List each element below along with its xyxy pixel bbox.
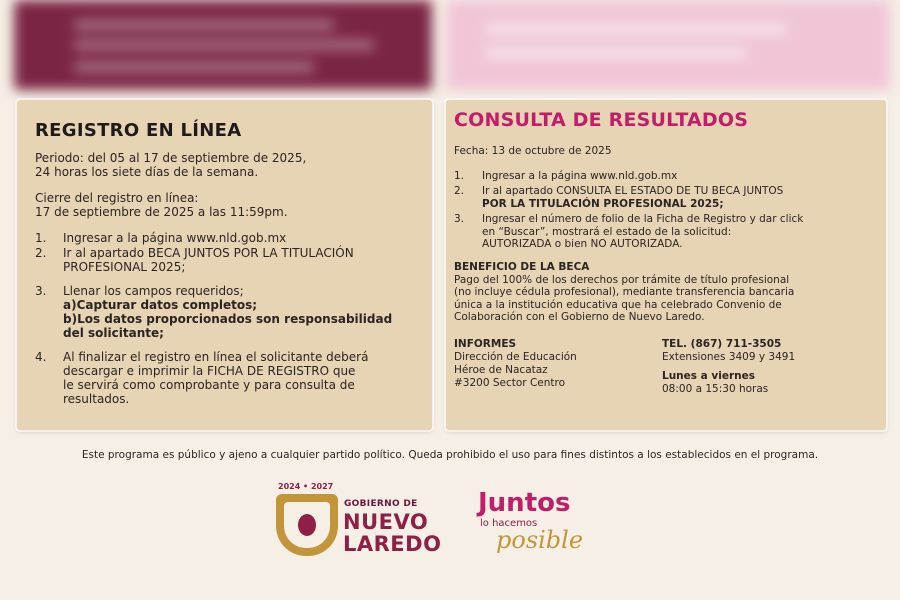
logo-gobierno-text: GOBIERNO DE — [344, 499, 418, 509]
disclaimer-text: Este programa es público y ajeno a cualquier partido político. Queda prohibido el uso para fines distintos a los establecidos en el programa. — [81, 449, 819, 461]
beneficio-line: (no incluye cédula profesional), mediante transferencia bancaria — [454, 286, 795, 298]
step-line: en “Buscar”, mostrará el estado de la solicitud: — [482, 225, 732, 238]
address-line: Héroe de Nacataz — [454, 363, 548, 376]
juntos-logo — [478, 488, 598, 558]
shield-icon — [276, 494, 338, 556]
beneficio-line: única a la institución educativa que ha celebrado Convenio de — [454, 298, 782, 311]
consulta-card — [446, 100, 886, 430]
step-number: 2. — [35, 246, 47, 260]
cierre-text — [35, 191, 416, 219]
step-line: le servirá como comprobante y para consulta de — [63, 378, 355, 392]
list-item — [454, 213, 876, 251]
informes-title: INFORMES — [454, 337, 517, 350]
step-number: 1. — [35, 231, 47, 245]
logo-posible-text: posible — [496, 526, 584, 554]
cierre-line: 17 de septiembre de 2025 a las 11:59pm. — [35, 205, 288, 219]
informes-address — [454, 338, 662, 396]
phone-number: TEL. (867) 711-3505 — [662, 337, 782, 350]
step-line: resultados. — [63, 392, 130, 406]
top-banner-left — [14, 0, 432, 90]
step-line: PROFESIONAL 2025; — [63, 260, 186, 274]
step-text — [482, 213, 876, 251]
consulta-steps — [454, 170, 876, 251]
informes-contact — [662, 338, 876, 396]
office-hours: 08:00 a 15:30 horas — [662, 382, 769, 395]
step-line: AUTORIZADA o bien NO AUTORIZADA. — [482, 238, 683, 250]
address-line: #3200 Sector Centro — [454, 376, 566, 389]
beneficio-title: BENEFICIO DE LA BECA — [454, 260, 590, 273]
list-item — [35, 350, 416, 406]
step-text — [63, 231, 416, 245]
blurred-text — [486, 48, 746, 58]
step-number: 2. — [454, 185, 465, 197]
step-text — [63, 246, 416, 274]
periodo-text — [35, 151, 416, 179]
step-text — [482, 185, 876, 210]
address-line: Dirección de Educación — [454, 350, 577, 363]
periodo-line: 24 horas los siete días de la semana. — [35, 165, 259, 179]
step-line: Ir al apartado CONSULTA EL ESTADO DE TU BECA JUNTOS — [482, 185, 784, 197]
step-line: b)Los datos proporcionados son responsabilidad — [63, 312, 393, 326]
office-days: Lunes a viernes — [662, 369, 755, 382]
step-line: a)Capturar datos completos; — [63, 298, 258, 312]
blurred-text — [486, 24, 786, 34]
step-line: descargar e imprimir la FICHA DE REGISTRO que — [63, 364, 356, 378]
top-banner-right — [446, 0, 890, 90]
step-line: Ingresar a la página www.nld.gob.mx — [63, 231, 287, 245]
step-line: Ingresar el número de folio de la Ficha de Registro y dar click — [482, 213, 804, 225]
gobierno-nuevo-laredo-logo — [276, 482, 456, 566]
logo-nuevo-text: NUEVO — [343, 510, 429, 534]
beneficio-line: Pago del 100% de los derechos por trámite de título profesional — [454, 273, 790, 286]
step-number: 3. — [35, 284, 47, 298]
periodo-line: Periodo: del 05 al 17 de septiembre de 2025, — [35, 151, 307, 165]
step-line: Al finalizar el registro en línea el solicitante deberá — [63, 350, 369, 364]
registro-card — [17, 100, 432, 430]
list-item — [35, 284, 416, 340]
blurred-text — [74, 40, 374, 50]
registro-title: REGISTRO EN LÍNEA — [35, 120, 242, 141]
beneficio-text — [454, 274, 876, 324]
step-number: 3. — [454, 213, 465, 225]
beneficio-line: Colaboración con el Gobierno de Nuevo Laredo. — [454, 311, 705, 323]
logo-hacemos-text: lo hacemos — [480, 518, 538, 529]
logo-laredo-text: LAREDO — [343, 532, 442, 556]
fecha-text: Fecha: 13 de octubre de 2025 — [454, 145, 612, 157]
phone-extensions: Extensiones 3409 y 3491 — [662, 350, 796, 363]
list-item — [454, 185, 876, 210]
blurred-text — [74, 62, 314, 72]
blurred-text — [74, 20, 334, 30]
step-line: Ir al apartado BECA JUNTOS POR LA TITULACIÓN — [63, 246, 354, 260]
informes-row — [454, 338, 876, 396]
logo-juntos-text: Juntos — [478, 488, 571, 518]
list-item — [35, 231, 416, 245]
step-line: POR LA TITULACIÓN PROFESIONAL 2025; — [482, 197, 724, 210]
step-text — [482, 170, 876, 183]
step-number: 1. — [454, 169, 465, 182]
list-item — [35, 246, 416, 274]
cierre-line: Cierre del registro en línea: — [35, 191, 199, 205]
consulta-title: CONSULTA DE RESULTADOS — [454, 109, 749, 131]
step-text — [63, 350, 416, 406]
step-number: 4. — [35, 350, 47, 364]
list-item — [454, 170, 876, 183]
step-line: del solicitante; — [63, 326, 164, 340]
registro-steps — [35, 231, 416, 406]
step-line: Llenar los campos requeridos; — [63, 284, 244, 298]
step-line: Ingresar a la página www.nld.gob.mx — [482, 169, 678, 182]
logo-years: 2024 • 2027 — [278, 482, 334, 491]
step-text — [63, 284, 416, 340]
